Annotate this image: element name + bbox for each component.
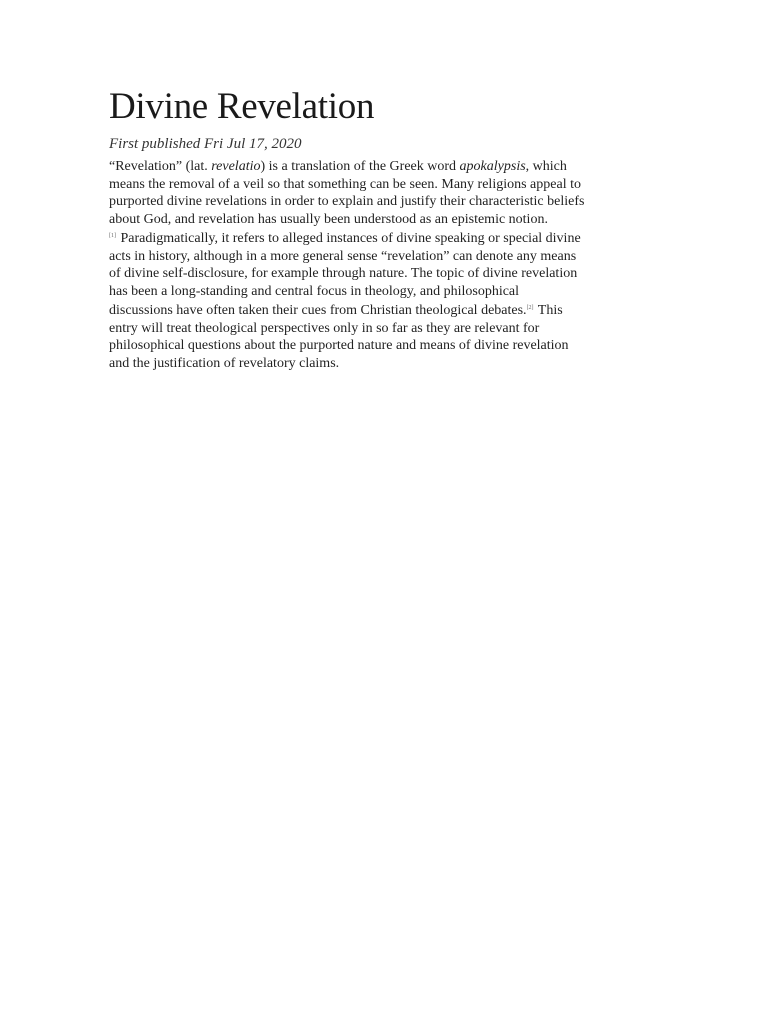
paragraph-line: of divine self-disclosure, for example through nature. The topic of divine revelation — [109, 266, 578, 281]
paragraph-line — [109, 158, 669, 176]
latin-term: revelatio — [211, 159, 261, 174]
paragraph-line: about God, and revelation has usually been understood as an epistemic notion. — [109, 211, 548, 227]
intro-paragraph — [109, 158, 669, 372]
publication-date: First published Fri Jul 17, 2020 — [109, 136, 302, 152]
text-run: Paradigmatically, it refers to alleged instances of divine speaking or special divine — [117, 231, 581, 246]
paragraph-line: purported divine revelations in order to explain and justify their characteristic beliefs — [109, 194, 585, 209]
text-run: , which — [525, 159, 567, 174]
paragraph-line — [109, 228, 669, 248]
paragraph-line — [109, 300, 669, 320]
text-run: “Revelation” (lat. — [109, 159, 212, 174]
paragraph-line: philosophical questions about the purported nature and means of divine revelation — [109, 338, 569, 353]
paragraph-line: acts in history, although in a more general sense “revelation” can denote any means — [109, 248, 577, 264]
greek-term: apokalypsis — [459, 159, 526, 174]
article — [109, 84, 669, 372]
paragraph-line: means the removal of a veil so that something can be seen. Many religions appeal to — [109, 176, 581, 192]
paragraph-line: has been a long-standing and central focus in theology, and philosophical — [109, 283, 520, 299]
paragraph-line: entry will treat theological perspectives only in so far as they are relevant for — [109, 320, 540, 336]
paragraph-line: and the justification of revelatory claims. — [109, 355, 340, 371]
page-title: Divine Revelation — [109, 86, 375, 127]
text-run: ) is a translation of the Greek word — [260, 159, 460, 174]
text-run: This — [534, 303, 563, 318]
text-run: discussions have often taken their cues from Christian theological debates. — [109, 303, 527, 318]
footnote-link-1[interactable]: [1] — [109, 233, 116, 239]
footnote-link-2[interactable]: [2] — [526, 305, 534, 311]
